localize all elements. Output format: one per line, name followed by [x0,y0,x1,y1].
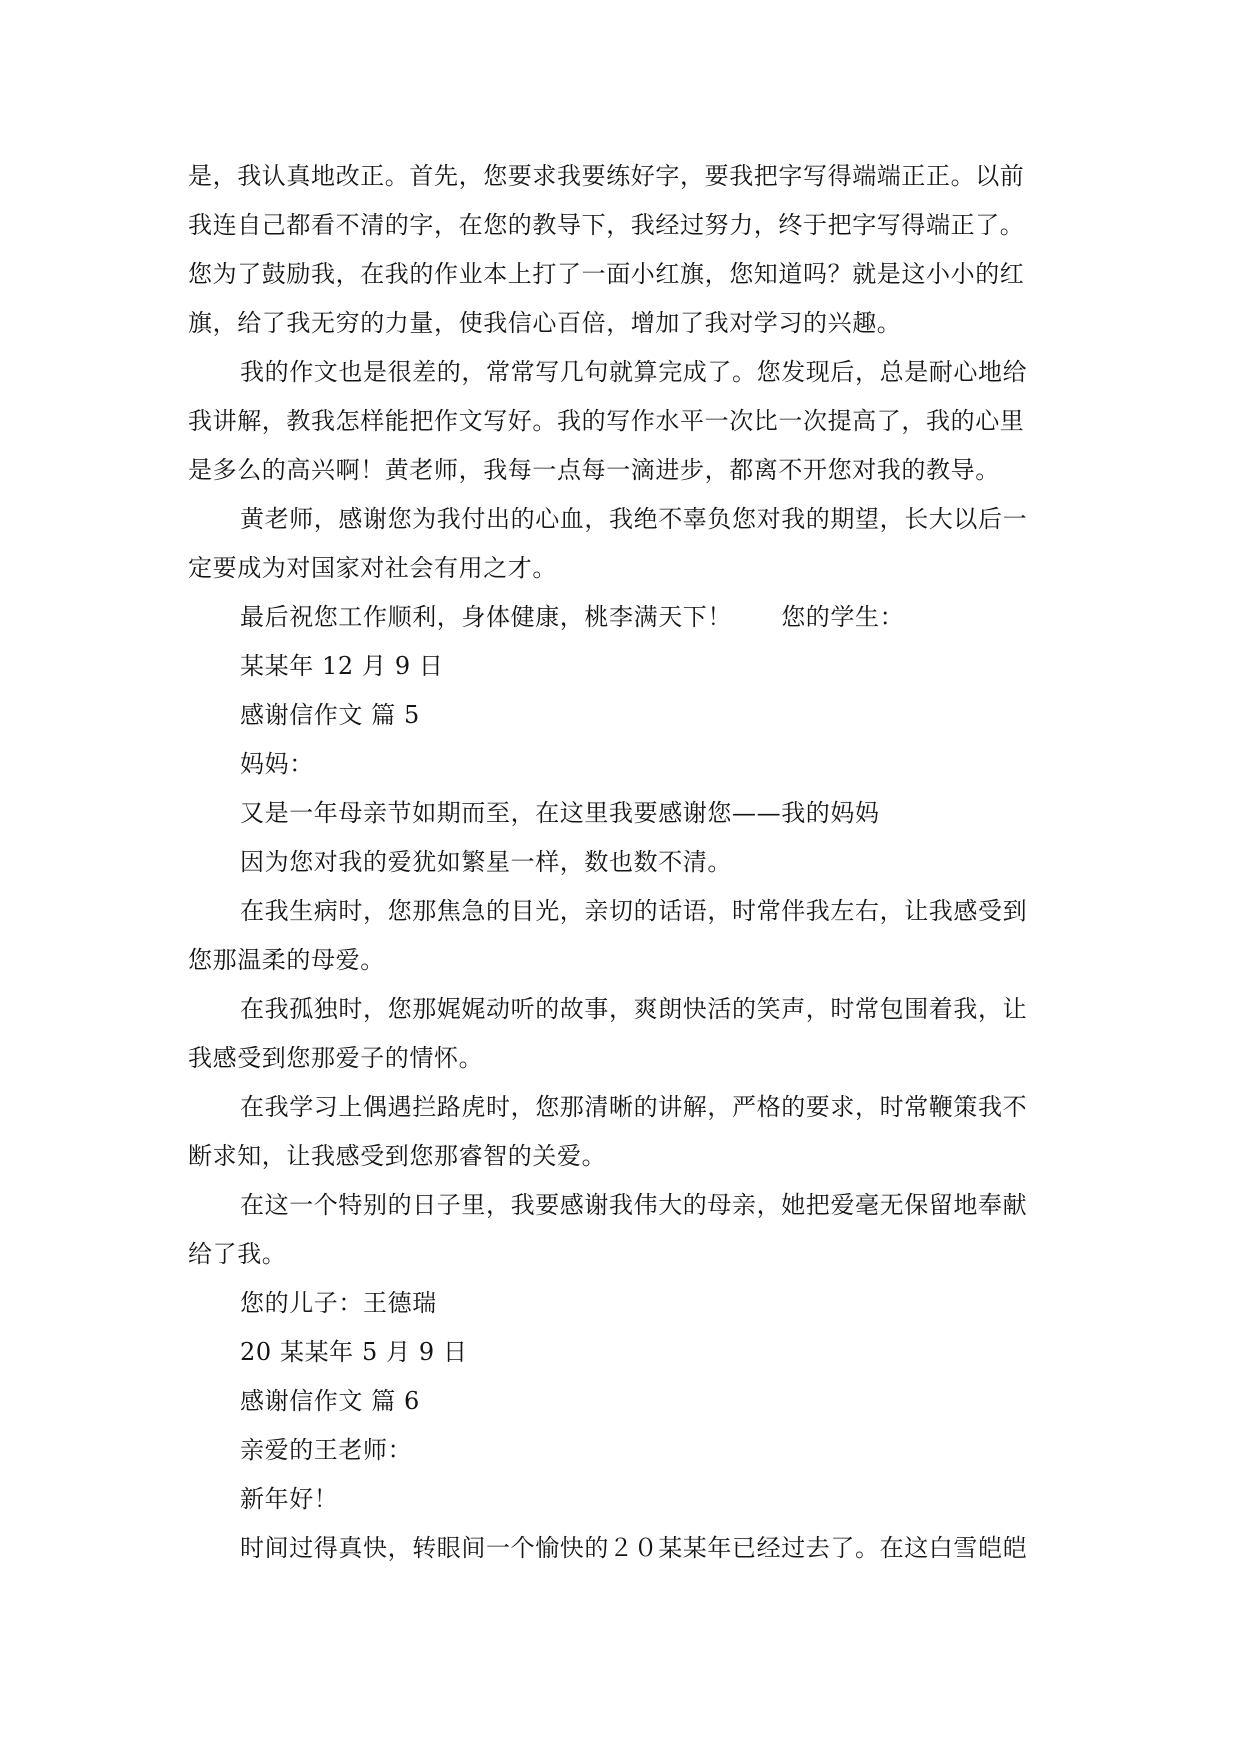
text-line: 是多么的高兴啊！黄老师，我每一点每一滴进步，都离不开您对我的教导。 [188,456,1000,484]
text-line: 我连自己都看不清的字，在您的教导下，我经过努力，终于把字写得端正了。 [188,211,1025,239]
text-line: 断求知，让我感受到您那睿智的关爱。 [188,1142,607,1170]
text-line: 您为了鼓励我，在我的作业本上打了一面小红旗，您知道吗？就是这小小的红 [188,260,1025,288]
salutation: 亲爱的王老师： [240,1436,413,1464]
date-line: 20 某某年 5 月 9 日 [240,1338,468,1366]
text-line: 黄老师，感谢您为我付出的心血，我绝不辜负您对我的期望，长大以后一 [240,505,1028,533]
closing-line: 最后祝您工作顺利，身体健康，桃李满天下！ 您的学生： [240,603,905,631]
text-line: 定要成为对国家对社会有用之才。 [188,554,557,582]
text-line: 在我孤独时，您那娓娓动听的故事，爽朗快活的笑声，时常包围着我，让 [240,995,1028,1023]
signature-line: 您的儿子：王德瑞 [240,1289,437,1317]
text-line: 是，我认真地改正。首先，您要求我要练好字，要我把字写得端端正正。以前 [188,162,1025,190]
section-heading: 感谢信作文 篇 5 [240,701,420,729]
text-line: 因为您对我的爱犹如繁星一样，数也数不清。 [240,848,732,876]
salutation: 妈妈： [240,750,314,778]
greeting-line: 新年好！ [240,1485,339,1513]
text-line: 我的作文也是很差的，常常写几句就算完成了。您发现后，总是耐心地给 [240,358,1028,386]
text-line: 您那温柔的母爱。 [188,946,385,974]
text-line: 时间过得真快，转眼间一个愉快的２０某某年已经过去了。在这白雪皑皑 [240,1534,1028,1562]
date-line: 某某年 12 月 9 日 [240,652,444,680]
text-line: 给了我。 [188,1240,287,1268]
text-line: 我讲解，教我怎样能把作文写好。我的写作水平一次比一次提高了，我的心里 [188,407,1025,435]
letter-body [188,152,1048,1573]
text-line: 我感受到您那爱子的情怀。 [188,1044,484,1072]
text-line: 在这一个特别的日子里，我要感谢我伟大的母亲，她把爱毫无保留地奉献 [240,1191,1028,1219]
text-line: 在我生病时，您那焦急的目光，亲切的话语，时常伴我左右，让我感受到 [240,897,1028,925]
text-line: 旗，给了我无穷的力量，使我信心百倍，增加了我对学习的兴趣。 [188,309,902,337]
section-heading: 感谢信作文 篇 6 [240,1387,420,1415]
text-line: 在我学习上偶遇拦路虎时，您那清晰的讲解，严格的要求，时常鞭策我不 [240,1093,1028,1121]
text-line: 又是一年母亲节如期而至，在这里我要感谢您——我的妈妈 [240,799,880,827]
